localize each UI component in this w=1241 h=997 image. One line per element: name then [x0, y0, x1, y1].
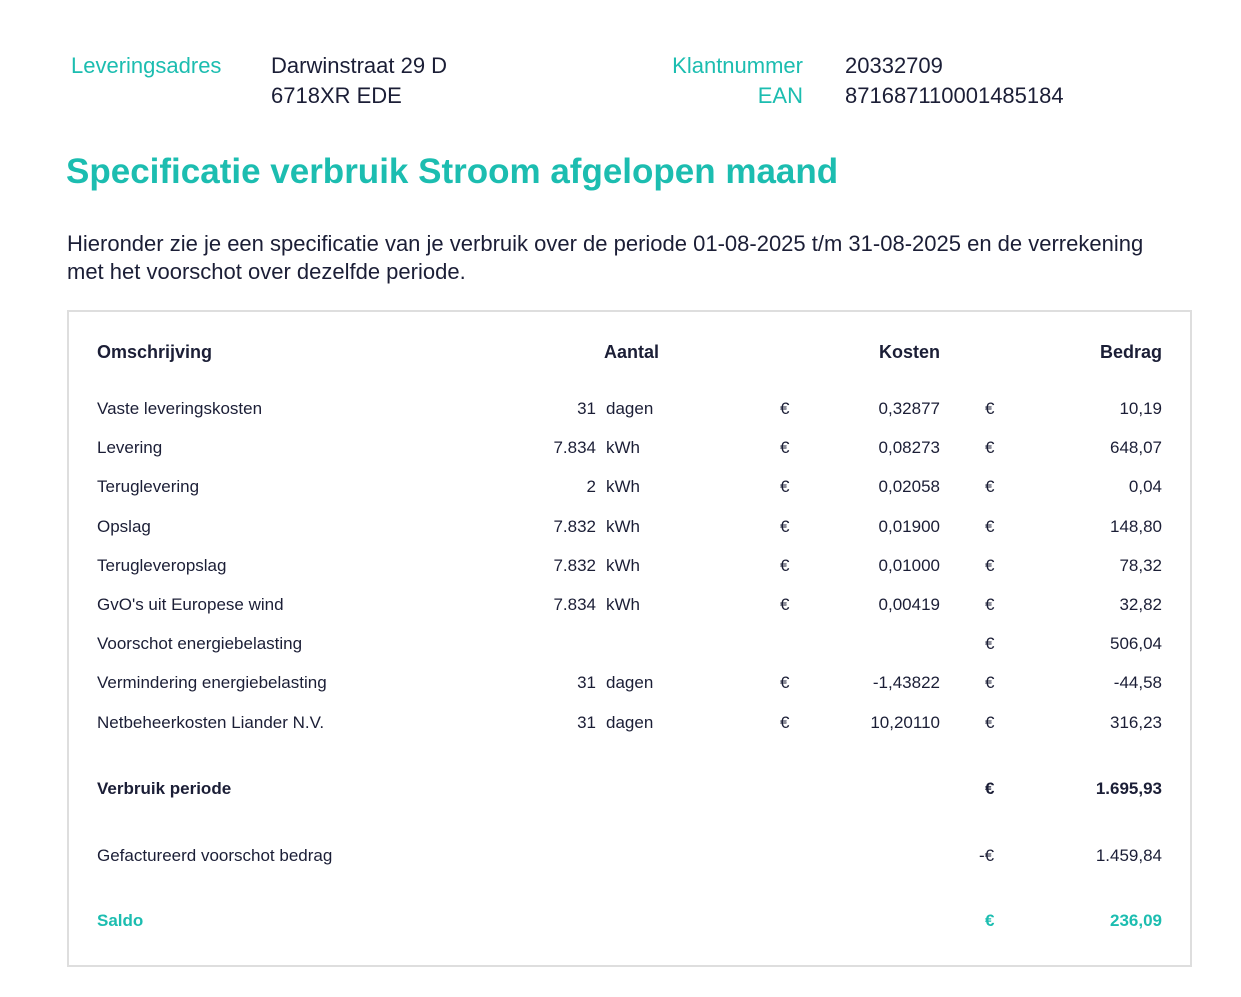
- cell-rate: 0,01900: [878, 516, 940, 536]
- cell-qty: 31: [577, 712, 596, 732]
- cell-unit: kWh: [606, 477, 640, 497]
- cell-cur2: €: [985, 438, 995, 458]
- ean-value: 871687110001485184: [845, 83, 1064, 108]
- cell-cur2: €: [985, 516, 995, 536]
- specification-table: [67, 310, 1192, 967]
- balance-row: [69, 911, 1190, 935]
- cell-cur2: €: [985, 712, 995, 732]
- cell-rate: 10,20110: [870, 712, 940, 732]
- cell-description: Vermindering energiebelasting: [97, 673, 327, 693]
- ean-label: EAN: [757, 83, 803, 108]
- cell-amount: 32,82: [1119, 595, 1162, 614]
- cell-amount: 10,19: [1119, 399, 1162, 418]
- cell-description: Vaste leveringskosten: [97, 399, 263, 418]
- table-row: [69, 399, 1190, 423]
- cell-cur2: €: [985, 399, 995, 418]
- total-description: Verbruik periode: [97, 779, 232, 798]
- cell-cur1: €: [780, 555, 790, 575]
- cell-amount: 648,07: [1110, 438, 1162, 458]
- cell-qty: 2: [586, 477, 596, 497]
- cell-unit: dagen: [606, 712, 654, 732]
- cell-description: Levering: [97, 438, 163, 458]
- cell-rate: 0,32877: [878, 399, 940, 418]
- cell-qty: 7.834: [553, 438, 596, 458]
- cell-amount: 316,23: [1110, 712, 1162, 732]
- cell-unit: kWh: [606, 516, 640, 536]
- address-line2: 6718XR EDE: [271, 83, 402, 108]
- cell-cur1: €: [780, 712, 790, 732]
- header-amount: Bedrag: [1099, 342, 1162, 362]
- balance-description: Saldo: [97, 911, 144, 930]
- address-line1: Darwinstraat 29 D: [271, 53, 448, 78]
- table-row: [69, 634, 1190, 658]
- header-quantity: Aantal: [603, 342, 659, 362]
- cell-cur1: €: [780, 516, 790, 536]
- cell-unit: dagen: [606, 399, 654, 418]
- cell-qty: 31: [577, 399, 596, 418]
- header-rate: Kosten: [878, 342, 940, 362]
- cell-rate: 0,01000: [878, 555, 940, 575]
- cell-cur1: €: [780, 438, 790, 458]
- cell-unit: dagen: [606, 673, 654, 693]
- table-row: [69, 477, 1190, 501]
- table-row: [69, 595, 1190, 619]
- cell-amount: 506,04: [1110, 634, 1162, 654]
- cell-qty: 7.834: [553, 595, 596, 614]
- cell-description: Opslag: [97, 516, 151, 536]
- cell-cur2: €: [985, 555, 995, 575]
- cell-cur2: €: [985, 673, 995, 693]
- cell-rate: 0,02058: [878, 477, 940, 497]
- total-row: [69, 779, 1190, 803]
- cell-cur2: €: [985, 634, 995, 654]
- intro-text: Hieronder zie je een specificatie van je verbruik over de periode 01-08-2025 t/m 31-08-2025 en de verrekening met het voorschot over dezelfde periode.: [67, 231, 1144, 284]
- customer-number: 20332709: [845, 53, 943, 78]
- cell-cur1: €: [780, 399, 790, 418]
- cell-cur2: €: [985, 477, 995, 497]
- cell-amount: 148,80: [1110, 516, 1162, 536]
- cell-description: Voorschot energiebelasting: [97, 634, 303, 654]
- cell-cur1: €: [780, 595, 790, 614]
- cell-description: Netbeheerkosten Liander N.V.: [97, 712, 325, 732]
- cell-amount: 78,32: [1119, 555, 1162, 575]
- cell-rate: 0,08273: [878, 438, 940, 458]
- cell-qty: 7.832: [553, 516, 596, 536]
- cell-qty: 31: [577, 673, 596, 693]
- advance-currency: -€: [979, 846, 995, 865]
- cell-unit: kWh: [606, 555, 640, 575]
- cell-unit: kWh: [606, 595, 640, 614]
- cell-cur2: €: [985, 595, 995, 614]
- table-header: [69, 342, 1190, 366]
- table-row: [69, 673, 1190, 697]
- cell-description: GvO's uit Europese wind: [97, 595, 284, 614]
- cell-description: Terugleveropslag: [97, 555, 227, 575]
- balance-currency: €: [985, 911, 995, 930]
- table-row: [69, 713, 1190, 737]
- cell-qty: 7.832: [553, 555, 596, 575]
- total-currency: €: [985, 779, 995, 798]
- table-row: [69, 438, 1190, 462]
- cell-rate: -1,43822: [872, 673, 940, 693]
- address-label: Leveringsadres: [71, 53, 222, 78]
- advance-amount: 1.459,84: [1095, 846, 1162, 865]
- table-row: [69, 556, 1190, 580]
- header-description: Omschrijving: [97, 342, 213, 362]
- cell-unit: kWh: [606, 438, 640, 458]
- total-amount: 1.695,93: [1095, 779, 1162, 798]
- cell-description: Teruglevering: [97, 477, 200, 497]
- cell-amount: 0,04: [1128, 477, 1162, 497]
- cell-amount: -44,58: [1113, 673, 1162, 693]
- advance-row: [69, 846, 1190, 870]
- balance-amount: 236,09: [1110, 911, 1162, 930]
- cell-rate: 0,00419: [878, 595, 940, 614]
- page-title: Specificatie verbruik Stroom afgelopen maand: [66, 152, 839, 191]
- cell-cur1: €: [780, 477, 790, 497]
- cell-cur1: €: [780, 673, 790, 693]
- table-row: [69, 517, 1190, 541]
- customer-number-label: Klantnummer: [672, 53, 803, 78]
- advance-description: Gefactureerd voorschot bedrag: [97, 846, 333, 865]
